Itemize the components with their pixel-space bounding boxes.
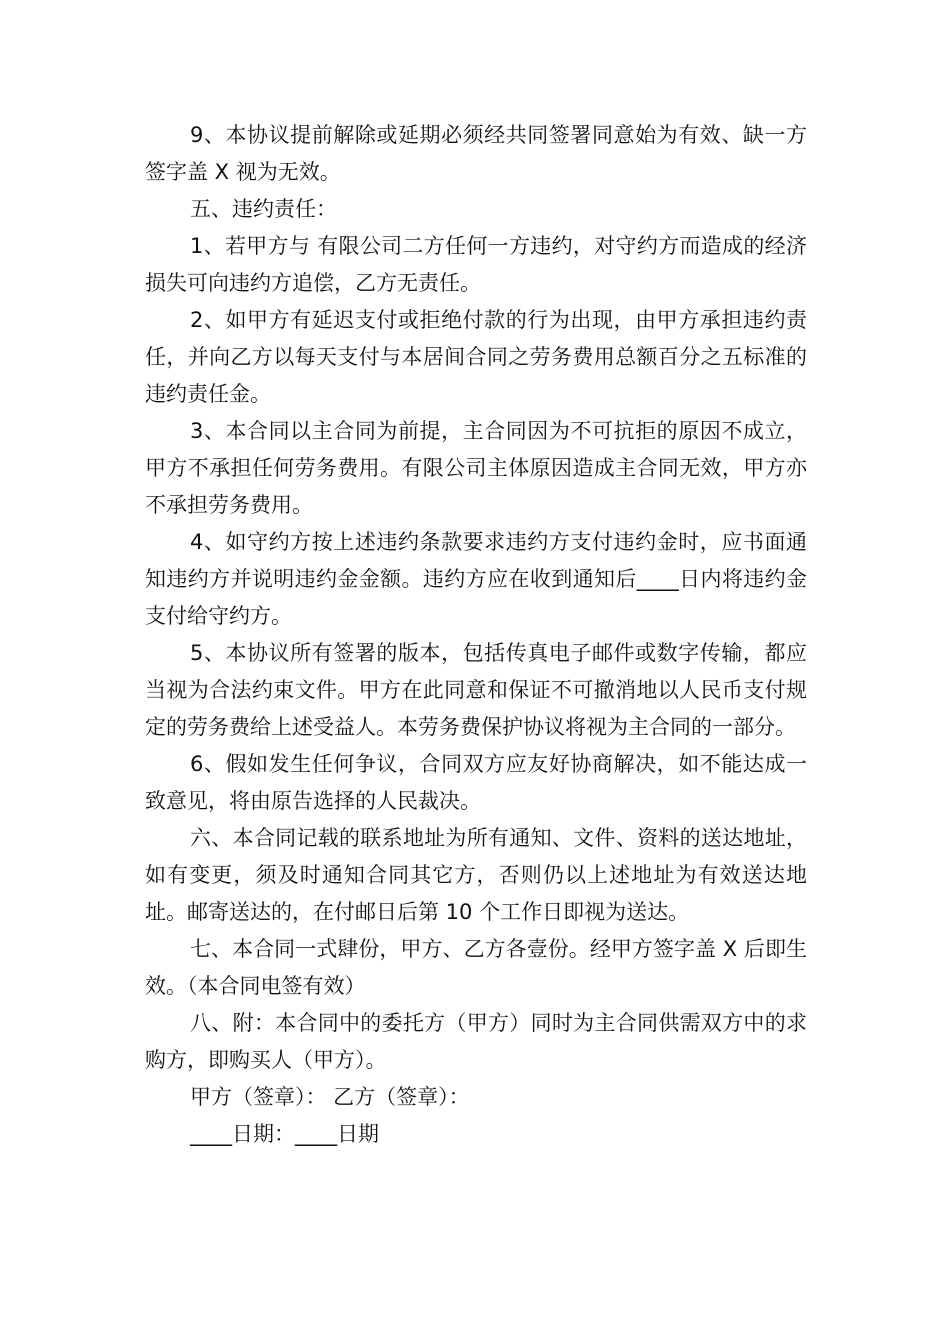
liability-item-5: 5、本协议所有签署的版本，包括传真电子邮件或数字传输，都应当视为合法约束文件。甲方在此同意和保证不可撤消地以人民币支付规定的劳务费给上述受益人。本劳务费保护协议将视为主合同的一部分。 <box>145 641 807 739</box>
liability-item-6: 6、假如发生任何争议，合同双方应友好协商解决，如不能达成一致意见，将由原告选择的人民裁决。 <box>145 752 807 813</box>
liability-item-1: 1、若甲方与 有限公司二方任何一方违约，对守约方而造成的经济损失可向违约方追偿，乙方无责任。 <box>145 234 807 295</box>
section-8-paragraph: 八、附：本合同中的委托方（甲方）同时为主合同供需双方中的求购方，即购买人（甲方）。 <box>145 1011 807 1072</box>
liability-item-2: 2、如甲方有延迟支付或拒绝付款的行为出现，由甲方承担违约责任，并向乙方以每天支付与本居间合同之劳务费用总额百分之五标准的违约责任金。 <box>145 308 807 406</box>
liability-item-3: 3、本合同以主合同为前提，主合同因为不可抗拒的原因不成立，甲方不承担任何劳务费用。有限公司主体原因造成主合同无效，甲方亦不承担劳务费用。 <box>145 419 807 517</box>
section-5-heading: 五、违约责任： <box>190 197 337 221</box>
signature-line: 甲方（签章）： 乙方（签章）： <box>190 1085 470 1109</box>
section-6-paragraph: 六、本合同记载的联系地址为所有通知、文件、资料的送达地址，如有变更，须及时通知合同其它方，否则仍以上述地址为有效送达地址。邮寄送达的，在付邮日后第 10 个工作日即视为送达。 <box>145 826 807 924</box>
clause-9-paragraph: 9、本协议提前解除或延期必须经共同签署同意始为有效、缺一方签字盖 X 视为无效。 <box>145 123 807 184</box>
date-line: ____日期：____日期 <box>190 1122 379 1146</box>
liability-item-4: 4、如守约方按上述违约条款要求违约方支付违约金时，应书面通知违约方并说明违约金金额。违约方应在收到通知后____日内将违约金支付给守约方。 <box>145 530 807 628</box>
document-page <box>145 117 807 1153</box>
section-7-paragraph: 七、本合同一式肆份，甲方、乙方各壹份。经甲方签字盖 X 后即生效。（本合同电签有效） <box>145 937 807 998</box>
